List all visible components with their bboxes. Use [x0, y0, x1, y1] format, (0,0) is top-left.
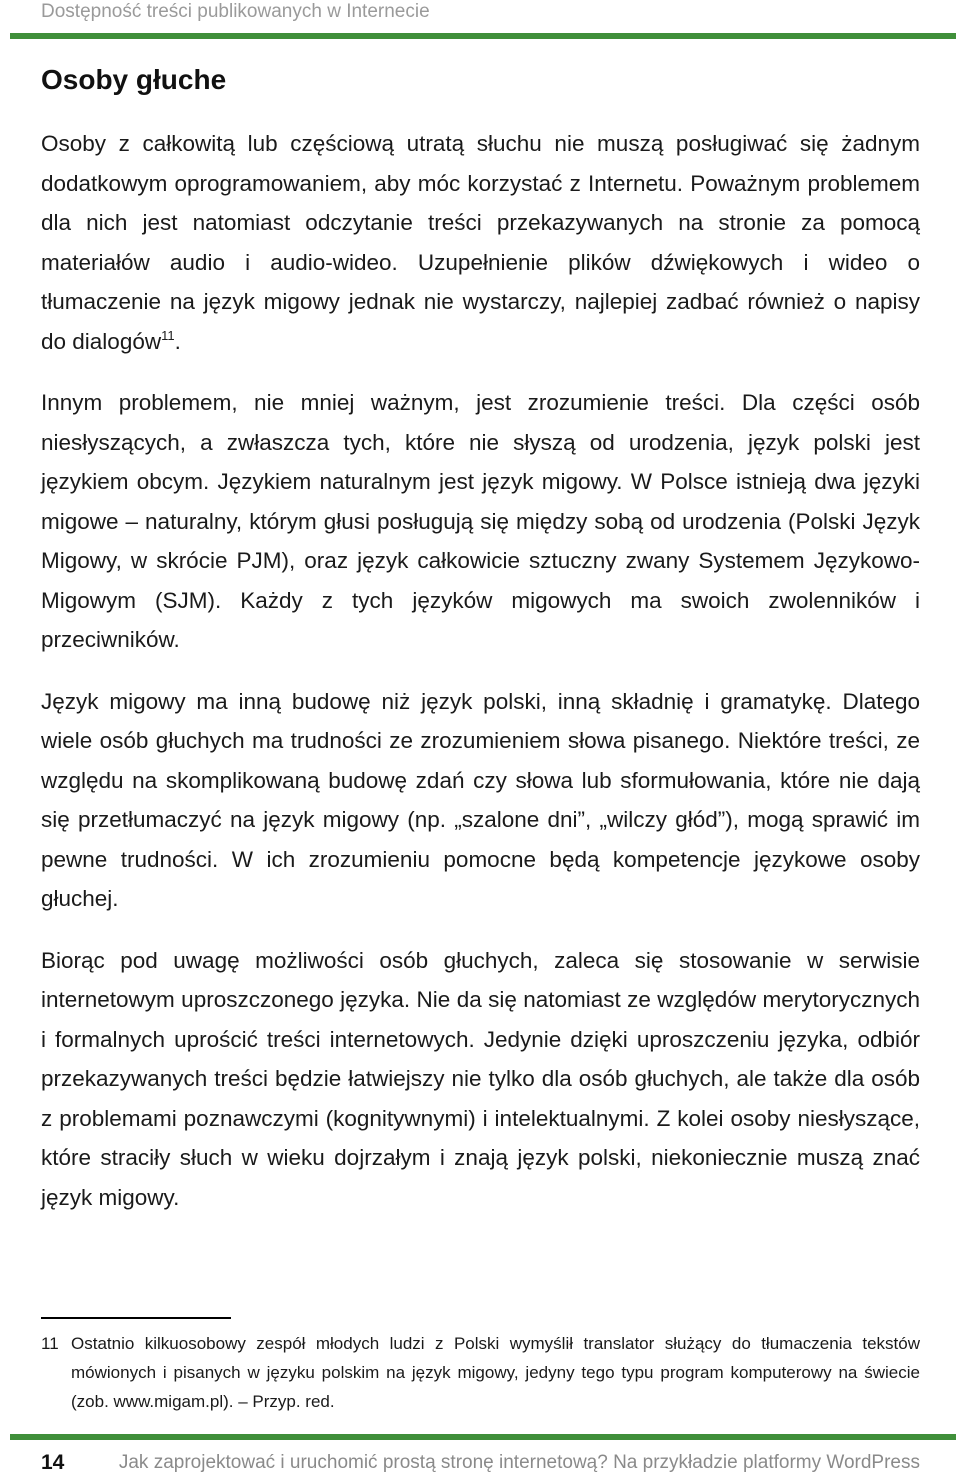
section-heading: Osoby głuche — [41, 64, 227, 95]
footer-rule — [10, 1434, 956, 1440]
footnote — [41, 1329, 920, 1416]
paragraph-1-text: Osoby z całkowitą lub częściową utratą słuchu nie muszą posługiwać się żadnym dodatkowym oprogramowaniem, aby móc korzystać z Internetu. Poważnym problemem dla nich jest natomiast odczytanie treści przekazywanych na stronie za pomocą materiałów audio i audio-wideo. Uzupełnienie plików dźwiękowych i wideo o tłumaczenie na język migowy jednak nie wystarczy, najlepiej zadbać również o napisy do dialogów — [41, 131, 920, 354]
running-footer: Jak zaprojektować i uruchomić prostą stronę internetową? Na przykładzie platformy WordPress — [118, 1452, 920, 1473]
footnote-text: Ostatnio kilkuosobowy zespół młodych ludzi z Polski wymyślił translator służący do tłumaczenia tekstów mówionych i pisanych w języku polskim na język migowy, jedyny tego typu program komputerowy na świecie (zob. www.migam.pl). – Przyp. red. — [71, 1334, 920, 1411]
page-number: 14 — [41, 1451, 65, 1474]
footnote-number: 11 — [41, 1334, 59, 1353]
section-body — [41, 124, 920, 1239]
footnote-reference: 11 — [161, 327, 175, 343]
paragraph-4: Biorąc pod uwagę możliwości osób głuchych, zaleca się stosowanie w serwisie internetowym uproszczonego języka. Nie da się natomiast ze względów merytorycznych i formalnych uprościć treści internetowych. Jedynie dzięki uproszczeniu języka, odbiór przekazywanych treści będzie łatwiejszy nie tylko dla osób głuchych, ale także dla osób z problemami poznawczymi (kognitywnymi) i intelektualnymi. Z kolei osoby niesłyszące, które straciły słuch w wieku dojrzałym i znają język polski, niekoniecznie muszą znać język migowy. — [41, 947, 920, 1210]
paragraph-3: Język migowy ma inną budowę niż język polski, inną składnię i gramatykę. Dlatego wiele osób głuchych ma trudności ze zrozumieniem słowa pisanego. Niektóre treści, ze względu na skomplikowaną budowę zdań czy słowa lub sformułowania, które nie dają się przetłumaczyć na język migowy (np. „szalone dni”, „wilczy głód”), mogą sprawić im pewne trudności. W ich zrozumieniu pomocne będą kompetencje językowe osoby głuchej. — [41, 688, 920, 911]
paragraph-2: Innym problemem, nie mniej ważnym, jest zrozumienie treści. Dla części osób niesłyszących, a zwłaszcza tych, które nie słyszą od urodzenia, język polski jest językiem obcym. Językiem naturalnym jest język migowy. W Polsce istnieją dwa języki migowe – naturalny, którym głusi posługują się między sobą od urodzenia (Polski Język Migowy, w skrócie PJM), oraz język całkowicie sztuczny zwany Systemem Językowo-Migowym (SJM). Każdy z tych języków migowych ma swoich zwolenników i przeciwników. — [41, 390, 920, 652]
paragraph-1 — [41, 124, 920, 361]
paragraph-1-end: . — [174, 328, 181, 354]
footnote-separator — [41, 1317, 231, 1319]
header-rule — [10, 33, 956, 39]
running-header: Dostępność treści publikowanych w Internecie — [41, 1, 430, 22]
